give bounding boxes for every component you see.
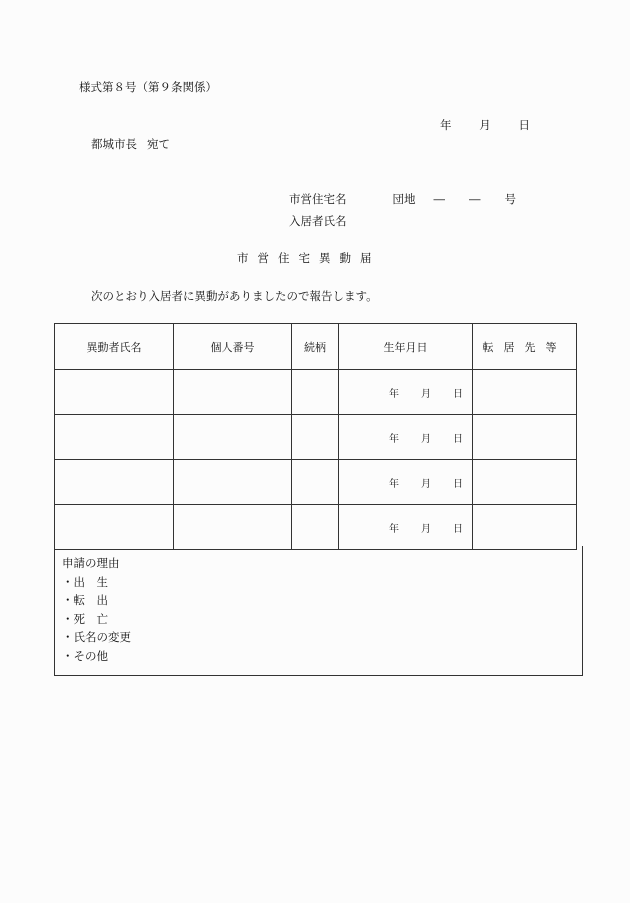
addressee-honorific: 宛て	[147, 137, 170, 151]
birth-month: 月	[421, 478, 431, 490]
cell-name[interactable]	[55, 370, 174, 415]
danchi-label: 団地	[392, 192, 416, 206]
birth-month: 月	[421, 388, 431, 400]
reason-item-moveout: ・転 出	[62, 593, 108, 607]
cell-relationship[interactable]	[292, 460, 339, 505]
cell-destination[interactable]	[473, 460, 577, 505]
date-line	[440, 120, 530, 132]
document-title: 市営住宅異動届	[237, 251, 381, 265]
table-header-row	[55, 324, 577, 370]
birth-year: 年	[389, 523, 399, 535]
addressee-name: 都城市長	[91, 137, 137, 151]
cell-name[interactable]	[55, 505, 174, 550]
birth-month: 月	[421, 433, 431, 445]
cell-birthdate[interactable]	[339, 460, 473, 505]
cell-birthdate[interactable]	[339, 415, 473, 460]
cell-relationship[interactable]	[292, 370, 339, 415]
birth-day: 日	[453, 388, 463, 400]
date-day: 日	[518, 118, 530, 132]
cell-birthdate[interactable]	[339, 370, 473, 415]
resident-name-label: 入居者氏名	[289, 214, 347, 228]
cell-destination[interactable]	[473, 415, 577, 460]
table-row	[55, 505, 577, 550]
change-table	[54, 323, 577, 550]
birth-day: 日	[453, 433, 463, 445]
cell-name[interactable]	[55, 415, 174, 460]
date-month: 月	[479, 118, 491, 132]
dash-1: ―	[433, 192, 445, 206]
cell-name[interactable]	[55, 460, 174, 505]
date-year: 年	[440, 118, 452, 132]
birth-year: 年	[389, 478, 399, 490]
birth-month: 月	[421, 523, 431, 535]
header-name: 異動者氏名	[55, 324, 174, 370]
header-personal-number: 個人番号	[174, 324, 292, 370]
cell-personal-number[interactable]	[174, 415, 292, 460]
intro-text: 次のとおり入居者に異動がありましたので報告します。	[91, 289, 378, 303]
reason-heading: 申請の理由	[62, 556, 120, 570]
cell-birthdate[interactable]	[339, 505, 473, 550]
cell-personal-number[interactable]	[174, 505, 292, 550]
table-row	[55, 415, 577, 460]
cell-destination[interactable]	[473, 370, 577, 415]
cell-personal-number[interactable]	[174, 460, 292, 505]
go-label: 号	[504, 192, 516, 206]
form-number: 様式第８号（第９条関係）	[79, 80, 217, 94]
header-relationship: 続柄	[292, 324, 339, 370]
cell-relationship[interactable]	[292, 505, 339, 550]
reason-item-name-change: ・氏名の変更	[62, 630, 131, 644]
birth-day: 日	[453, 523, 463, 535]
birth-year: 年	[389, 433, 399, 445]
birth-year: 年	[389, 388, 399, 400]
dash-2: ―	[469, 192, 481, 206]
housing-label: 市営住宅名	[289, 192, 347, 206]
reason-item-birth: ・出 生	[62, 574, 108, 589]
reason-item-other: ・その他	[62, 648, 108, 663]
birth-day: 日	[453, 478, 463, 490]
cell-relationship[interactable]	[292, 415, 339, 460]
header-destination: 転居先等	[473, 324, 577, 370]
reason-item-death: ・死 亡	[62, 611, 108, 626]
housing-line	[289, 194, 516, 206]
cell-destination[interactable]	[473, 505, 577, 550]
table-row	[55, 460, 577, 505]
cell-personal-number[interactable]	[174, 370, 292, 415]
header-birthdate: 生年月日	[339, 324, 473, 370]
table-row	[55, 370, 577, 415]
addressee	[91, 139, 170, 151]
reason-box	[54, 546, 583, 676]
